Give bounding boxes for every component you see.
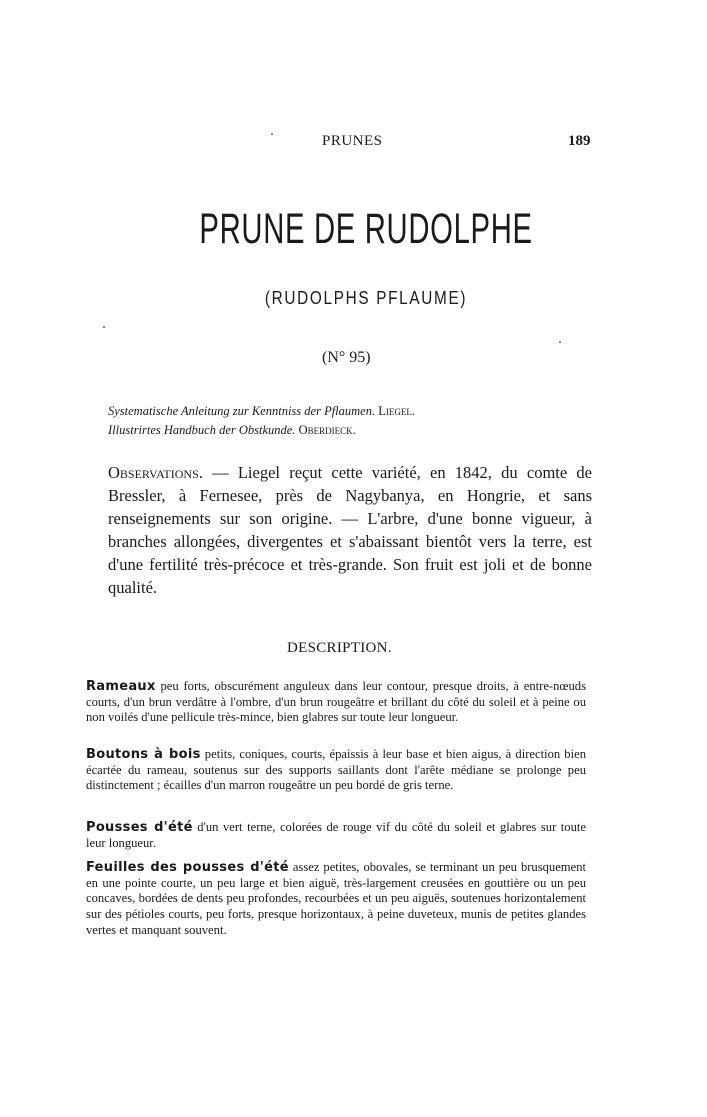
print-speck — [103, 326, 105, 328]
subtitle-wrap — [0, 288, 707, 309]
reference-line — [108, 421, 608, 440]
entry-text: petits, coniques, courts, épaissis à leur base et bien aigus, à direction bien écartée du rameau, soutenus sur des supports saillants dont l'arête médiane se prolonge peu distinctement ; écailles d'un marron rougeâtre un peu bordé de gris terne. — [86, 747, 586, 793]
reference-author: Oberdieck. — [298, 423, 356, 437]
subtitle: (RUDOLPHS PFLAUME) — [265, 288, 468, 308]
entry-text: peu forts, obscurément anguleux dans leur contour, presque droits, à entre-nœuds courts, d'un brun verdâtre à l'ombre, d'un brun rougeâtre et brillant du côté du soleil et à peine ou non voilés d'une pellicule très-mince, bien glabres sur toute leur longueur. — [86, 679, 586, 725]
description-entry — [86, 820, 586, 851]
page-title-wrap — [0, 205, 707, 254]
observations-text: — Liegel reçut cette variété, en 1842, du comte de Bressler, à Fernesee, près de Nagybanya, en Hongrie, et sans renseignements sur son origine. — L'arbre, d'une bonne vigueur, à branches allongées, divergentes et s'abaissant bientôt vers la terre, est d'une fertilité très-précoce et très-grande. Son fruit est joli et de bonne qualité. — [108, 463, 592, 597]
entry-text: d'un vert terne, colorées de rouge vif du côté du soleil et glabres sur toute leur longueur. — [86, 820, 586, 850]
description-entry — [86, 679, 586, 726]
entry-term: Feuilles des pousses d'été — [86, 860, 289, 875]
entry-term: Pousses d'été — [86, 820, 193, 835]
reference-line — [108, 402, 608, 421]
description-entry — [86, 860, 586, 939]
print-speck — [271, 133, 273, 135]
reference-work: Systematische Anleitung zur Kenntniss der Pflaumen. — [108, 404, 376, 418]
observations-paragraph — [108, 461, 592, 599]
observations-lead: Observations. — [108, 463, 203, 482]
description-heading: DESCRIPTION. — [287, 640, 392, 656]
references — [108, 402, 608, 440]
reference-author: Liegel. — [378, 404, 415, 418]
entry-text: assez petites, obovales, se terminant un peu brusquement en une pointe courte, un peu large et bien aiguë, très-largement creusées en gouttière ou un peu concaves, bordées de dents peu profondes, recourbées et un peu aiguës, soutenues horizontalement sur des pétioles courts, peu forts, presque horizontaux, à peine duveteux, munis de petites glandes vertes et manquant souvent. — [86, 860, 586, 937]
running-head: PRUNES — [322, 133, 383, 149]
page-title: PRUNE DE RUDOLPHE — [199, 205, 534, 253]
entry-term: Rameaux — [86, 679, 156, 694]
print-speck — [559, 341, 561, 343]
variety-number: (N° 95) — [322, 349, 371, 366]
entry-term: Boutons à bois — [86, 747, 201, 762]
reference-work: Illustrirtes Handbuch der Obstkunde. — [108, 423, 296, 437]
description-entry — [86, 747, 586, 794]
page-number: 189 — [568, 133, 591, 149]
